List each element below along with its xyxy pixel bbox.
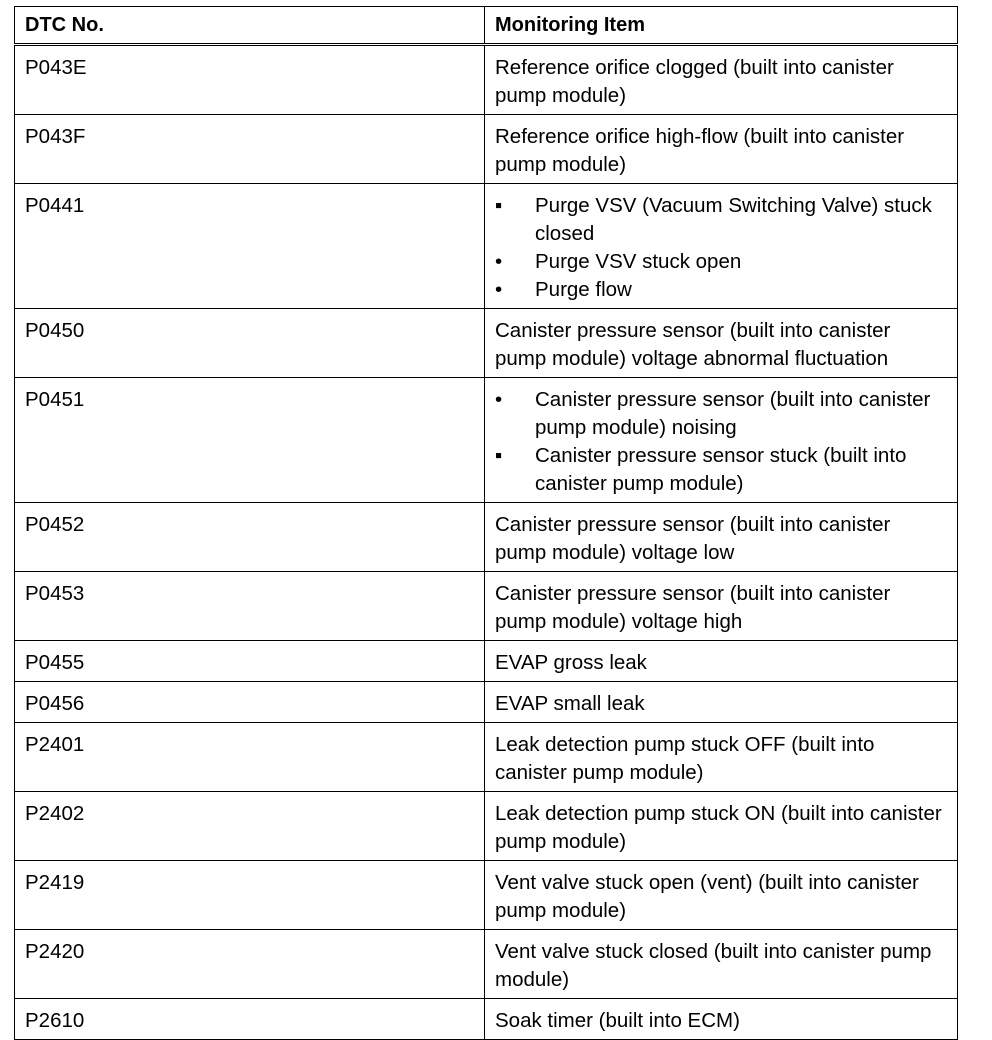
header-dtc-no: DTC No. <box>15 7 485 45</box>
bullet-text: Purge VSV stuck open <box>535 250 742 273</box>
dtc-code: P0450 <box>15 309 485 378</box>
monitoring-item: Vent valve stuck closed (built into canister pump module) <box>485 930 958 999</box>
bullet-text: Canister pressure sensor (built into canister pump module) noising <box>535 388 931 439</box>
table-row <box>15 861 958 930</box>
table-header-row <box>15 7 958 45</box>
bullet-item <box>495 192 947 248</box>
table-row <box>15 930 958 999</box>
table-row <box>15 45 958 115</box>
bullet-item <box>495 276 947 304</box>
bullet-icon: • <box>495 278 503 301</box>
bullet-item <box>495 386 947 442</box>
dtc-code: P043E <box>15 45 485 115</box>
table-row <box>15 572 958 641</box>
monitoring-item: Reference orifice high-flow (built into canister pump module) <box>485 115 958 184</box>
header-monitoring-item: Monitoring Item <box>485 7 958 45</box>
table-row <box>15 309 958 378</box>
dtc-code: P2419 <box>15 861 485 930</box>
table-row <box>15 682 958 723</box>
dtc-code: P0441 <box>15 184 485 309</box>
dtc-code: P0451 <box>15 378 485 503</box>
dtc-code: P0453 <box>15 572 485 641</box>
bullet-text: Purge VSV (Vacuum Switching Valve) stuck closed <box>535 194 932 245</box>
table-row <box>15 115 958 184</box>
table-row <box>15 792 958 861</box>
table-row <box>15 999 958 1040</box>
monitoring-item: Canister pressure sensor (built into canister pump module) voltage abnormal fluctuation <box>485 309 958 378</box>
dtc-code: P2610 <box>15 999 485 1040</box>
bullet-text: Canister pressure sensor stuck (built into canister pump module) <box>535 444 907 495</box>
monitoring-item: Vent valve stuck open (vent) (built into canister pump module) <box>485 861 958 930</box>
monitoring-item: Soak timer (built into ECM) <box>485 999 958 1040</box>
table-row <box>15 723 958 792</box>
table-row <box>15 641 958 682</box>
bullet-icon: ▪ <box>495 444 503 467</box>
bullet-list <box>495 192 947 304</box>
monitoring-item <box>485 378 958 503</box>
dtc-code: P0452 <box>15 503 485 572</box>
monitoring-item: Canister pressure sensor (built into canister pump module) voltage high <box>485 572 958 641</box>
dtc-code: P043F <box>15 115 485 184</box>
monitoring-item: Leak detection pump stuck ON (built into canister pump module) <box>485 792 958 861</box>
bullet-icon: ▪ <box>495 194 503 217</box>
bullet-icon: • <box>495 250 503 273</box>
bullet-icon: • <box>495 388 503 411</box>
dtc-code: P2402 <box>15 792 485 861</box>
bullet-item <box>495 442 947 498</box>
table-row <box>15 184 958 309</box>
monitoring-item <box>485 184 958 309</box>
dtc-code: P2420 <box>15 930 485 999</box>
table-row <box>15 378 958 503</box>
dtc-code: P0456 <box>15 682 485 723</box>
monitoring-item: EVAP small leak <box>485 682 958 723</box>
monitoring-item: Canister pressure sensor (built into canister pump module) voltage low <box>485 503 958 572</box>
table-row <box>15 503 958 572</box>
monitoring-item: Leak detection pump stuck OFF (built into canister pump module) <box>485 723 958 792</box>
monitoring-item: Reference orifice clogged (built into canister pump module) <box>485 45 958 115</box>
dtc-code: P2401 <box>15 723 485 792</box>
dtc-table <box>14 6 958 1040</box>
bullet-item <box>495 248 947 276</box>
bullet-text: Purge flow <box>535 278 632 301</box>
bullet-list <box>495 386 947 498</box>
dtc-code: P0455 <box>15 641 485 682</box>
monitoring-item: EVAP gross leak <box>485 641 958 682</box>
